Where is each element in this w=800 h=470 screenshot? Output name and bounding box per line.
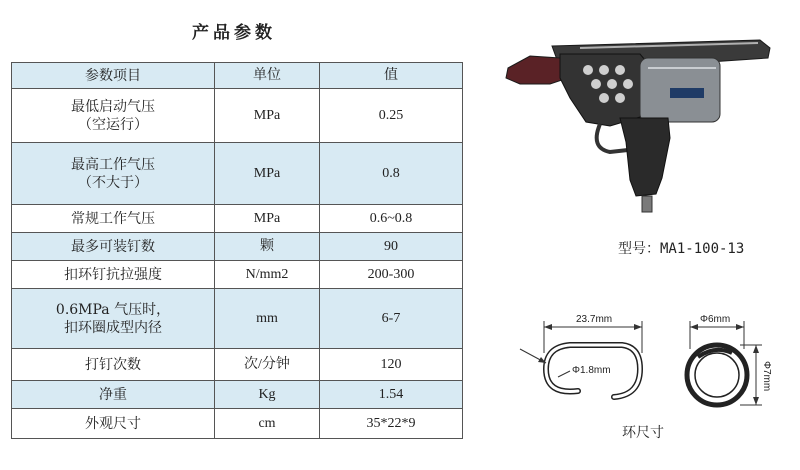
param-value: 35*22*9 (320, 409, 463, 439)
ring-height-arrow-top (753, 345, 759, 353)
param-value: 90 (320, 233, 463, 261)
tool-body (560, 54, 650, 126)
param-name (12, 289, 215, 349)
body-hole (615, 93, 625, 103)
parameter-table (11, 62, 463, 439)
param-unit: cm (215, 409, 320, 439)
table-row (12, 381, 463, 409)
body-hole (615, 65, 625, 75)
param-name-line: 0.6MPa 气压时， (55, 301, 171, 318)
param-value: 120 (320, 349, 463, 381)
ring-dimension-diagram (500, 305, 795, 425)
param-name: 最多可装钉数 (12, 233, 215, 261)
param-unit: 颗 (215, 233, 320, 261)
param-unit: 次/分钟 (215, 349, 320, 381)
header-name: 参数项目 (12, 63, 215, 89)
param-name-line: 最高工作气压 (71, 156, 155, 173)
param-name (12, 143, 215, 205)
width-arrow-right (634, 324, 642, 330)
page-title: 产品参数 (192, 23, 276, 43)
ring-size-caption: 环尺寸 (622, 425, 664, 441)
table-header-row (12, 63, 463, 89)
table-row (12, 349, 463, 381)
model-number: 型号：MA1-100-13 (618, 241, 745, 257)
closed-ring-inner (695, 353, 739, 397)
param-unit: N/mm2 (215, 261, 320, 289)
param-name: 外观尺寸 (12, 409, 215, 439)
table-row (12, 205, 463, 233)
param-name-line: （空运行） (78, 116, 148, 133)
jaw (506, 56, 568, 84)
body-hole (623, 79, 633, 89)
param-value: 0.8 (320, 143, 463, 205)
param-value: 0.6~0.8 (320, 205, 463, 233)
param-name: 常规工作气压 (12, 205, 215, 233)
ring-width-label: Φ6mm (700, 314, 731, 325)
ring-width-arrow-right (736, 324, 744, 330)
param-name-line: 扣环圈成型内径 (64, 319, 162, 336)
param-name-line: 最低启动气压 (71, 98, 155, 115)
param-unit: Kg (215, 381, 320, 409)
table-row (12, 409, 463, 439)
param-name: 扣环钉抗拉强度 (12, 261, 215, 289)
param-name: 净重 (12, 381, 215, 409)
body-hole (591, 79, 601, 89)
param-value: 0.25 (320, 89, 463, 143)
width-arrow-left (544, 324, 552, 330)
wire-label-pointer (558, 371, 570, 377)
param-unit: MPa (215, 205, 320, 233)
table-row (12, 143, 463, 205)
header-unit: 单位 (215, 63, 320, 89)
ring-height-label: Φ7mm (761, 361, 772, 392)
param-value: 1.54 (320, 381, 463, 409)
ring-width-arrow-left (690, 324, 698, 330)
table-row (12, 89, 463, 143)
closed-ring-outer (687, 345, 747, 405)
param-unit: mm (215, 289, 320, 349)
param-unit: MPa (215, 143, 320, 205)
header-value: 值 (320, 63, 463, 89)
handle (620, 118, 670, 196)
hog-ring-tool-image (490, 18, 790, 218)
param-name: 打钉次数 (12, 349, 215, 381)
width-label: 23.7mm (576, 314, 613, 325)
table-row (12, 233, 463, 261)
body-hole (607, 79, 617, 89)
air-fitting (642, 196, 652, 212)
table-row (12, 289, 463, 349)
cylinder-label (670, 88, 704, 98)
wire-label: Φ1.8mm (572, 365, 611, 376)
body-hole (599, 93, 609, 103)
table-row (12, 261, 463, 289)
body-hole (599, 65, 609, 75)
ring-height-arrow-bottom (753, 397, 759, 405)
param-value: 6-7 (320, 289, 463, 349)
param-value: 200-300 (320, 261, 463, 289)
body-hole (583, 65, 593, 75)
param-name (12, 89, 215, 143)
param-unit: MPa (215, 89, 320, 143)
param-name-line: （不大于） (78, 174, 148, 191)
